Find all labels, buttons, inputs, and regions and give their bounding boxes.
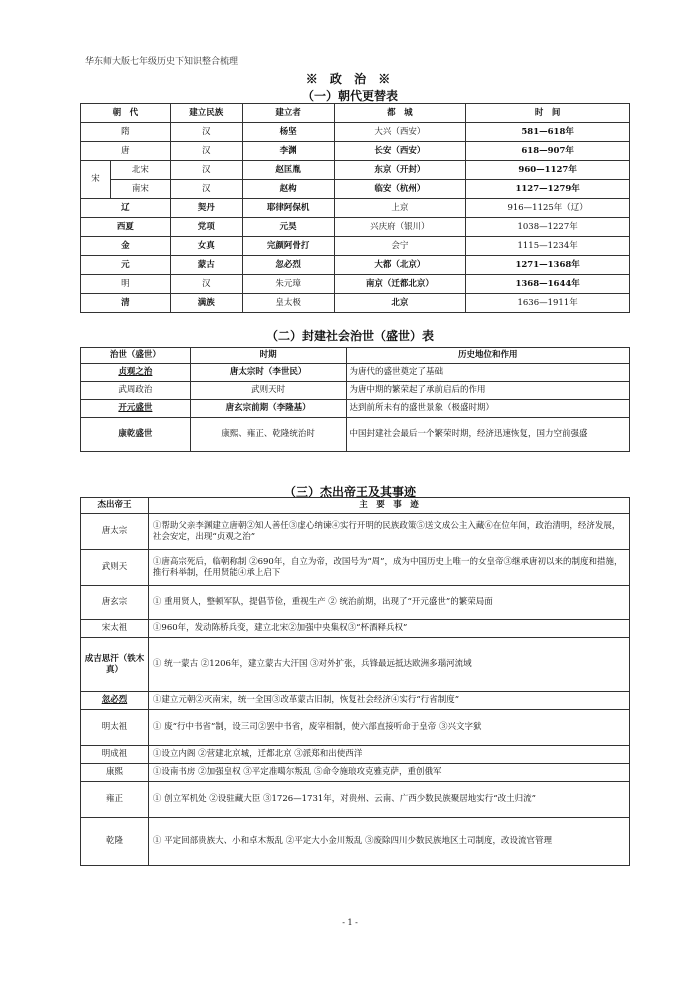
table-row xyxy=(81,550,630,586)
cell: 西夏 xyxy=(81,218,171,237)
table-row xyxy=(81,710,630,746)
cell: ①设立内阁 ②营建北京城，迁都北京 ③派郑和出使西洋 xyxy=(148,746,629,764)
col-time: 时 间 xyxy=(466,104,630,123)
cell: 1115—1234年 xyxy=(466,237,630,256)
col-nation: 建立民族 xyxy=(170,104,242,123)
cell: 李渊 xyxy=(242,142,334,161)
cell: 宋太祖 xyxy=(81,620,149,638)
col-significance: 历史地位和作用 xyxy=(346,348,629,364)
cell: 忽必烈 xyxy=(242,256,334,275)
col-emperor: 杰出帝王 xyxy=(81,498,149,514)
table-row xyxy=(81,620,630,638)
cell: 隋 xyxy=(81,123,171,142)
table-row xyxy=(81,142,630,161)
cell: 中国封建社会最后一个繁荣时期，经济迅速恢复，国力空前强盛 xyxy=(346,418,629,452)
col-capital: 都 城 xyxy=(334,104,466,123)
main-title: ※ 政 治 ※ xyxy=(305,72,395,86)
cell: 满族 xyxy=(170,294,242,313)
cell-song: 宋 xyxy=(81,161,111,199)
cell: ① 废“行中书省”制，设三司②罢中书省，废宰相制，使六部直接听命于皇帝 ③兴文字狱 xyxy=(148,710,629,746)
cell: ①960年，发动陈桥兵变，建立北宋②加强中央集权③“杯酒释兵权” xyxy=(148,620,629,638)
cell: ①设南书房 ②加强皇权 ③平定准噶尔叛乱 ⑤命令施琅攻克雅克萨，重创俄军 xyxy=(148,764,629,782)
cell: 唐玄宗 xyxy=(81,586,149,620)
table-row xyxy=(81,199,630,218)
cell: 兴庆府（银川） xyxy=(334,218,466,237)
cell: 南宋 xyxy=(110,180,170,199)
cell: 赵匡胤 xyxy=(242,161,334,180)
cell: 元昊 xyxy=(242,218,334,237)
cell: 成吉思汗（铁木真） xyxy=(81,638,149,692)
emperors-table xyxy=(80,497,630,866)
cell: 1368—1644年 xyxy=(466,275,630,294)
cell: 618—907年 xyxy=(466,142,630,161)
table3-title: （三）杰出帝王及其事迹 xyxy=(283,485,416,499)
table-row xyxy=(81,514,630,550)
cell: 唐太宗时（李世民） xyxy=(190,364,346,382)
cell: 朱元璋 xyxy=(242,275,334,294)
cell: 武周政治 xyxy=(81,382,191,400)
table-row xyxy=(81,123,630,142)
cell: 赵构 xyxy=(242,180,334,199)
cell: 唐 xyxy=(81,142,171,161)
cell: 临安（杭州） xyxy=(334,180,466,199)
cell: ①建立元朝②灭南宋，统一全国③改革蒙古旧制，恢复社会经济④实行“行省制度” xyxy=(148,692,629,710)
cell: 女真 xyxy=(170,237,242,256)
cell: 开元盛世 xyxy=(81,400,191,418)
cell: 康熙、雍正、乾隆统治时 xyxy=(190,418,346,452)
cell: 明成祖 xyxy=(81,746,149,764)
cell: 916—1125年（辽） xyxy=(466,199,630,218)
table-row xyxy=(81,586,630,620)
cell: 贞观之治 xyxy=(81,364,191,382)
cell: ① 统一蒙古 ②1206年，建立蒙古大汗国 ③对外扩张，兵锋最远抵达欧洲多瑙河流域 xyxy=(148,638,629,692)
table-row xyxy=(81,237,630,256)
col-founder: 建立者 xyxy=(242,104,334,123)
table2-title: （二）封建社会治世（盛世）表 xyxy=(265,329,434,343)
cell: 乾隆 xyxy=(81,818,149,866)
table-row xyxy=(81,418,630,452)
cell: 完颜阿骨打 xyxy=(242,237,334,256)
cell: 为唐中期的繁荣起了承前启后的作用 xyxy=(346,382,629,400)
cell: 大都（北京） xyxy=(334,256,466,275)
cell: 清 xyxy=(81,294,171,313)
cell: 耶律阿保机 xyxy=(242,199,334,218)
cell: 汉 xyxy=(170,275,242,294)
cell: 忽必烈 xyxy=(81,692,149,710)
cell: ①帮助父亲李渊建立唐朝②知人善任③虚心纳谏④实行开明的民族政策⑤送文成公主入藏⑥在位年间，政治清明，经济发展，社会安定，出现“贞观之治” xyxy=(148,514,629,550)
cell: 汉 xyxy=(170,161,242,180)
cell: 武则天时 xyxy=(190,382,346,400)
table-row xyxy=(81,180,630,199)
table1-title: （一）朝代更替表 xyxy=(301,89,398,103)
table-row xyxy=(81,692,630,710)
page-number: - 1 - xyxy=(342,918,358,927)
table-row xyxy=(81,275,630,294)
table-row xyxy=(81,364,630,382)
cell: 蒙古 xyxy=(170,256,242,275)
table-header-row xyxy=(81,348,630,364)
table-row xyxy=(81,294,630,313)
table-row xyxy=(81,638,630,692)
cell: 金 xyxy=(81,237,171,256)
table-row xyxy=(81,818,630,866)
table-row xyxy=(81,400,630,418)
cell: 契丹 xyxy=(170,199,242,218)
col-dynasty: 朝 代 xyxy=(81,104,171,123)
cell: 大兴（西安） xyxy=(334,123,466,142)
cell: 杨坚 xyxy=(242,123,334,142)
table-row xyxy=(81,256,630,275)
cell: 康熙 xyxy=(81,764,149,782)
cell: 1271—1368年 xyxy=(466,256,630,275)
cell: 明太祖 xyxy=(81,710,149,746)
cell: 汉 xyxy=(170,180,242,199)
cell: 唐太宗 xyxy=(81,514,149,550)
cell: 元 xyxy=(81,256,171,275)
cell: 皇太极 xyxy=(242,294,334,313)
cell: 北宋 xyxy=(110,161,170,180)
table-row xyxy=(81,746,630,764)
dynasty-table xyxy=(80,103,630,313)
cell: 上京 xyxy=(334,199,466,218)
cell: ①唐高宗死后，临朝称制 ②690年，自立为帝，改国号为“周”，成为中国历史上唯一的女皇帝③继承唐初以来的制度和措施，推行科举制，任用贤能④承上启下 xyxy=(148,550,629,586)
cell: 为唐代的盛世奠定了基础 xyxy=(346,364,629,382)
cell: 960—1127年 xyxy=(466,161,630,180)
col-deeds: 主 要 事 迹 xyxy=(148,498,629,514)
cell: 长安（西安） xyxy=(334,142,466,161)
cell: ① 重用贤人，整顿军队，提倡节俭，重视生产 ② 统治前期，出现了“开元盛世”的繁荣局面 xyxy=(148,586,629,620)
cell: ① 创立军机处 ②设驻藏大臣 ③1726—1731年，对贵州、云南、广西少数民族聚居地实行“改土归流” xyxy=(148,782,629,818)
cell: 汉 xyxy=(170,123,242,142)
col-era: 治世（盛世） xyxy=(81,348,191,364)
page-header: 华东师大版七年级历史下知识整合梳理 xyxy=(85,57,239,67)
cell: 达到前所未有的盛世景象（极盛时期） xyxy=(346,400,629,418)
table-row xyxy=(81,382,630,400)
cell: 武则天 xyxy=(81,550,149,586)
cell: ① 平定回部贵族大、小和卓木叛乱 ②平定大小金川叛乱 ③废除四川少数民族地区土司制度，改设流官管理 xyxy=(148,818,629,866)
golden-age-table xyxy=(80,347,630,452)
table-row xyxy=(81,782,630,818)
cell: 辽 xyxy=(81,199,171,218)
cell: 1636—1911年 xyxy=(466,294,630,313)
cell: 北京 xyxy=(334,294,466,313)
table-header-row xyxy=(81,498,630,514)
cell: 唐玄宗前期（李隆基） xyxy=(190,400,346,418)
cell: 雍正 xyxy=(81,782,149,818)
cell: 1038—1227年 xyxy=(466,218,630,237)
cell: 明 xyxy=(81,275,171,294)
table-row xyxy=(81,218,630,237)
cell: 东京（开封） xyxy=(334,161,466,180)
cell: 康乾盛世 xyxy=(81,418,191,452)
cell: 会宁 xyxy=(334,237,466,256)
cell: 南京（迁都北京） xyxy=(334,275,466,294)
table-header-row xyxy=(81,104,630,123)
cell: 党项 xyxy=(170,218,242,237)
cell: 1127—1279年 xyxy=(466,180,630,199)
cell: 汉 xyxy=(170,142,242,161)
table-row xyxy=(81,161,630,180)
col-period: 时期 xyxy=(190,348,346,364)
cell: 581—618年 xyxy=(466,123,630,142)
table-row xyxy=(81,764,630,782)
